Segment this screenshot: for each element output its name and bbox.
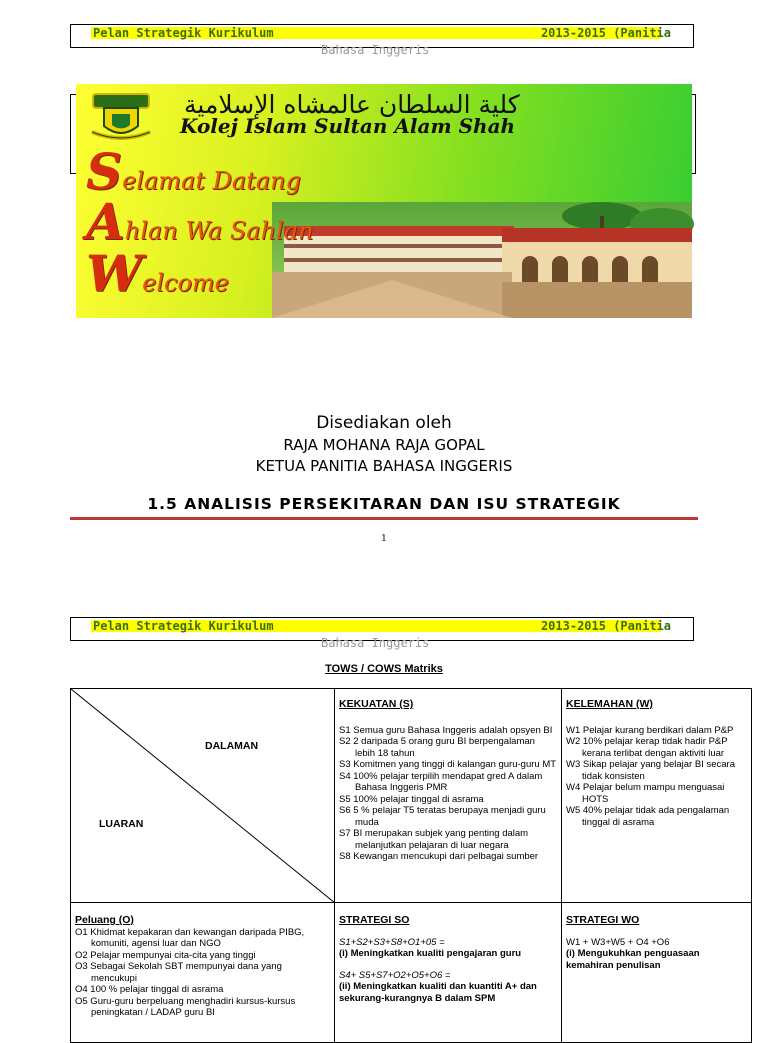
weakness-item: W3 Sikap pelajar yang belajar BI secara tidak konsisten — [566, 759, 735, 782]
strategy-so-entry — [339, 937, 557, 960]
strategy-goal: (ii) Meningkatkan kualiti dan kuantiti A+ dan sekurang-kurangnya B dalam SPM — [339, 981, 537, 1004]
welcome-line-3-cap: W — [86, 244, 143, 303]
welcome-line-1-cap: S — [86, 142, 123, 201]
strength-item: S4 100% pelajar terpilih mendapat gred A dalam Bahasa Inggeris PMR — [339, 770, 543, 793]
tows-matrix — [70, 688, 752, 1043]
strategy-formula: S4+ S5+S7+O2+O5+O6 = — [339, 969, 451, 981]
strategy-formula: W1 + W3+W5 + O4 +O6 — [566, 936, 670, 948]
header-right-text: 2013-2015 (Panitia — [540, 619, 671, 633]
strategy-formula: S1+S2+S3+S8+O1+05 = — [339, 936, 445, 948]
welcome-line-3-text: elcome — [142, 269, 229, 297]
corner-diagonal — [71, 689, 335, 903]
matrix-row-2 — [71, 903, 752, 1043]
weakness-item: W1 Pelajar kurang berdikari dalam P&P — [566, 724, 734, 736]
opportunity-item: O4 100 % pelajar tinggal di asrama — [75, 984, 224, 995]
school-crest-icon — [90, 92, 152, 142]
matrix-title: TOWS / COWS Matriks — [325, 663, 443, 675]
opportunity-item: O1 Khidmat kepakaran dan kewangan daripada PIBG, komuniti, agensi luar dan NGO — [75, 926, 305, 949]
strategy-wo-entry — [566, 937, 747, 972]
strengths-cell — [335, 689, 562, 903]
strategy-so-title: STRATEGI SO — [339, 914, 410, 926]
header-cut-text: Bahasa Inggeris — [321, 43, 430, 57]
weaknesses-title: KELEMAHAN (W) — [566, 698, 653, 710]
strategy-so-cell — [335, 903, 562, 1043]
strategy-wo-cell — [562, 903, 752, 1043]
page-number: 1 — [381, 534, 387, 544]
page1-running-header — [70, 24, 694, 57]
opportunities-title: Peluang (O) — [75, 914, 134, 926]
welcome-line-3 — [86, 244, 229, 303]
corner-cell — [71, 689, 335, 903]
strategy-goal: (i) Mengukuhkan penguasaan kemahiran penulisan — [566, 948, 700, 971]
weakness-item: W5 40% pelajar tidak ada pengalaman tinggal di asrama — [566, 805, 730, 828]
author-name: RAJA MOHANA RAJA GOPAL — [283, 436, 485, 454]
welcome-line-2 — [86, 192, 314, 251]
strength-item: S5 100% pelajar tinggal di asrama — [339, 793, 484, 805]
matrix-row-1 — [71, 689, 752, 903]
school-building-photo — [272, 202, 692, 318]
welcome-banner — [76, 84, 692, 318]
strength-item: S3 Komitmen yang tinggi di kalangan guru-guru MT — [339, 759, 557, 770]
header-right-text: 2013-2015 (Panitia — [540, 26, 671, 40]
opportunity-item: O2 Pelajar mempunyai cita-cita yang tinggi — [75, 949, 256, 961]
strategy-wo-title: STRATEGI WO — [566, 914, 640, 926]
college-name: Kolej Islam Sultan Alam Shah — [180, 114, 516, 138]
header-left-text: Pelan Strategik Kurikulum — [93, 619, 274, 633]
strengths-title: KEKUATAN (S) — [339, 698, 414, 710]
strength-item: S6 5 % pelajar T5 teratas berupaya menjadi guru muda — [339, 805, 546, 828]
strength-item: S2 2 daripada 5 orang guru BI berpengalaman lebih 18 tahun — [339, 736, 535, 759]
arabic-college-name: كلية السلطان عالمشاه الإسلامية — [184, 90, 520, 119]
header-left-text: Pelan Strategik Kurikulum — [93, 26, 274, 40]
strength-item: S1 Semua guru Bahasa Inggeris adalah opsyen BI — [339, 724, 553, 736]
opportunities-cell — [71, 903, 335, 1043]
header-cut-text: Bahasa Inggeris — [321, 636, 430, 650]
author-role: KETUA PANITIA BAHASA INGGERIS — [255, 457, 513, 475]
weakness-item: W4 Pelajar belum mampu menguasai HOTS — [566, 782, 725, 805]
opportunity-item: O3 Sebagai Sekolah SBT mempunyai dana yang mencukupi — [75, 961, 282, 984]
strategy-so-entry — [339, 970, 557, 1005]
weaknesses-cell — [562, 689, 752, 903]
prepared-by-label: Disediakan oleh — [316, 413, 452, 433]
strategy-goal: (i) Meningkatkan kualiti pengajaran guru — [339, 948, 522, 959]
strength-item: S8 Kewangan mencukupi dari pelbagai sumber — [339, 851, 539, 862]
section-title-underline — [70, 517, 698, 520]
section-title: 1.5 ANALISIS PERSEKITARAN DAN ISU STRATEGIK — [147, 495, 621, 513]
welcome-line-2-cap: A — [86, 192, 125, 251]
outside-label: LUARAN — [99, 818, 144, 830]
page2-running-header — [70, 617, 694, 650]
welcome-line-2-text: hlan Wa Sahlan — [124, 217, 314, 245]
weakness-item: W2 10% pelajar kerap tidak hadir P&P kerana terlibat dengan aktiviti luar — [566, 736, 728, 759]
strength-item: S7 BI merupakan subjek yang penting dalam melanjutkan pelajaran di luar negara — [339, 828, 529, 851]
opportunity-item: O5 Guru-guru berpeluang menghadiri kursus-kursus peningkatan / LADAP guru BI — [75, 995, 296, 1018]
inside-label: DALAMAN — [205, 740, 259, 752]
welcome-line-1-text: elamat Datang — [122, 167, 301, 195]
